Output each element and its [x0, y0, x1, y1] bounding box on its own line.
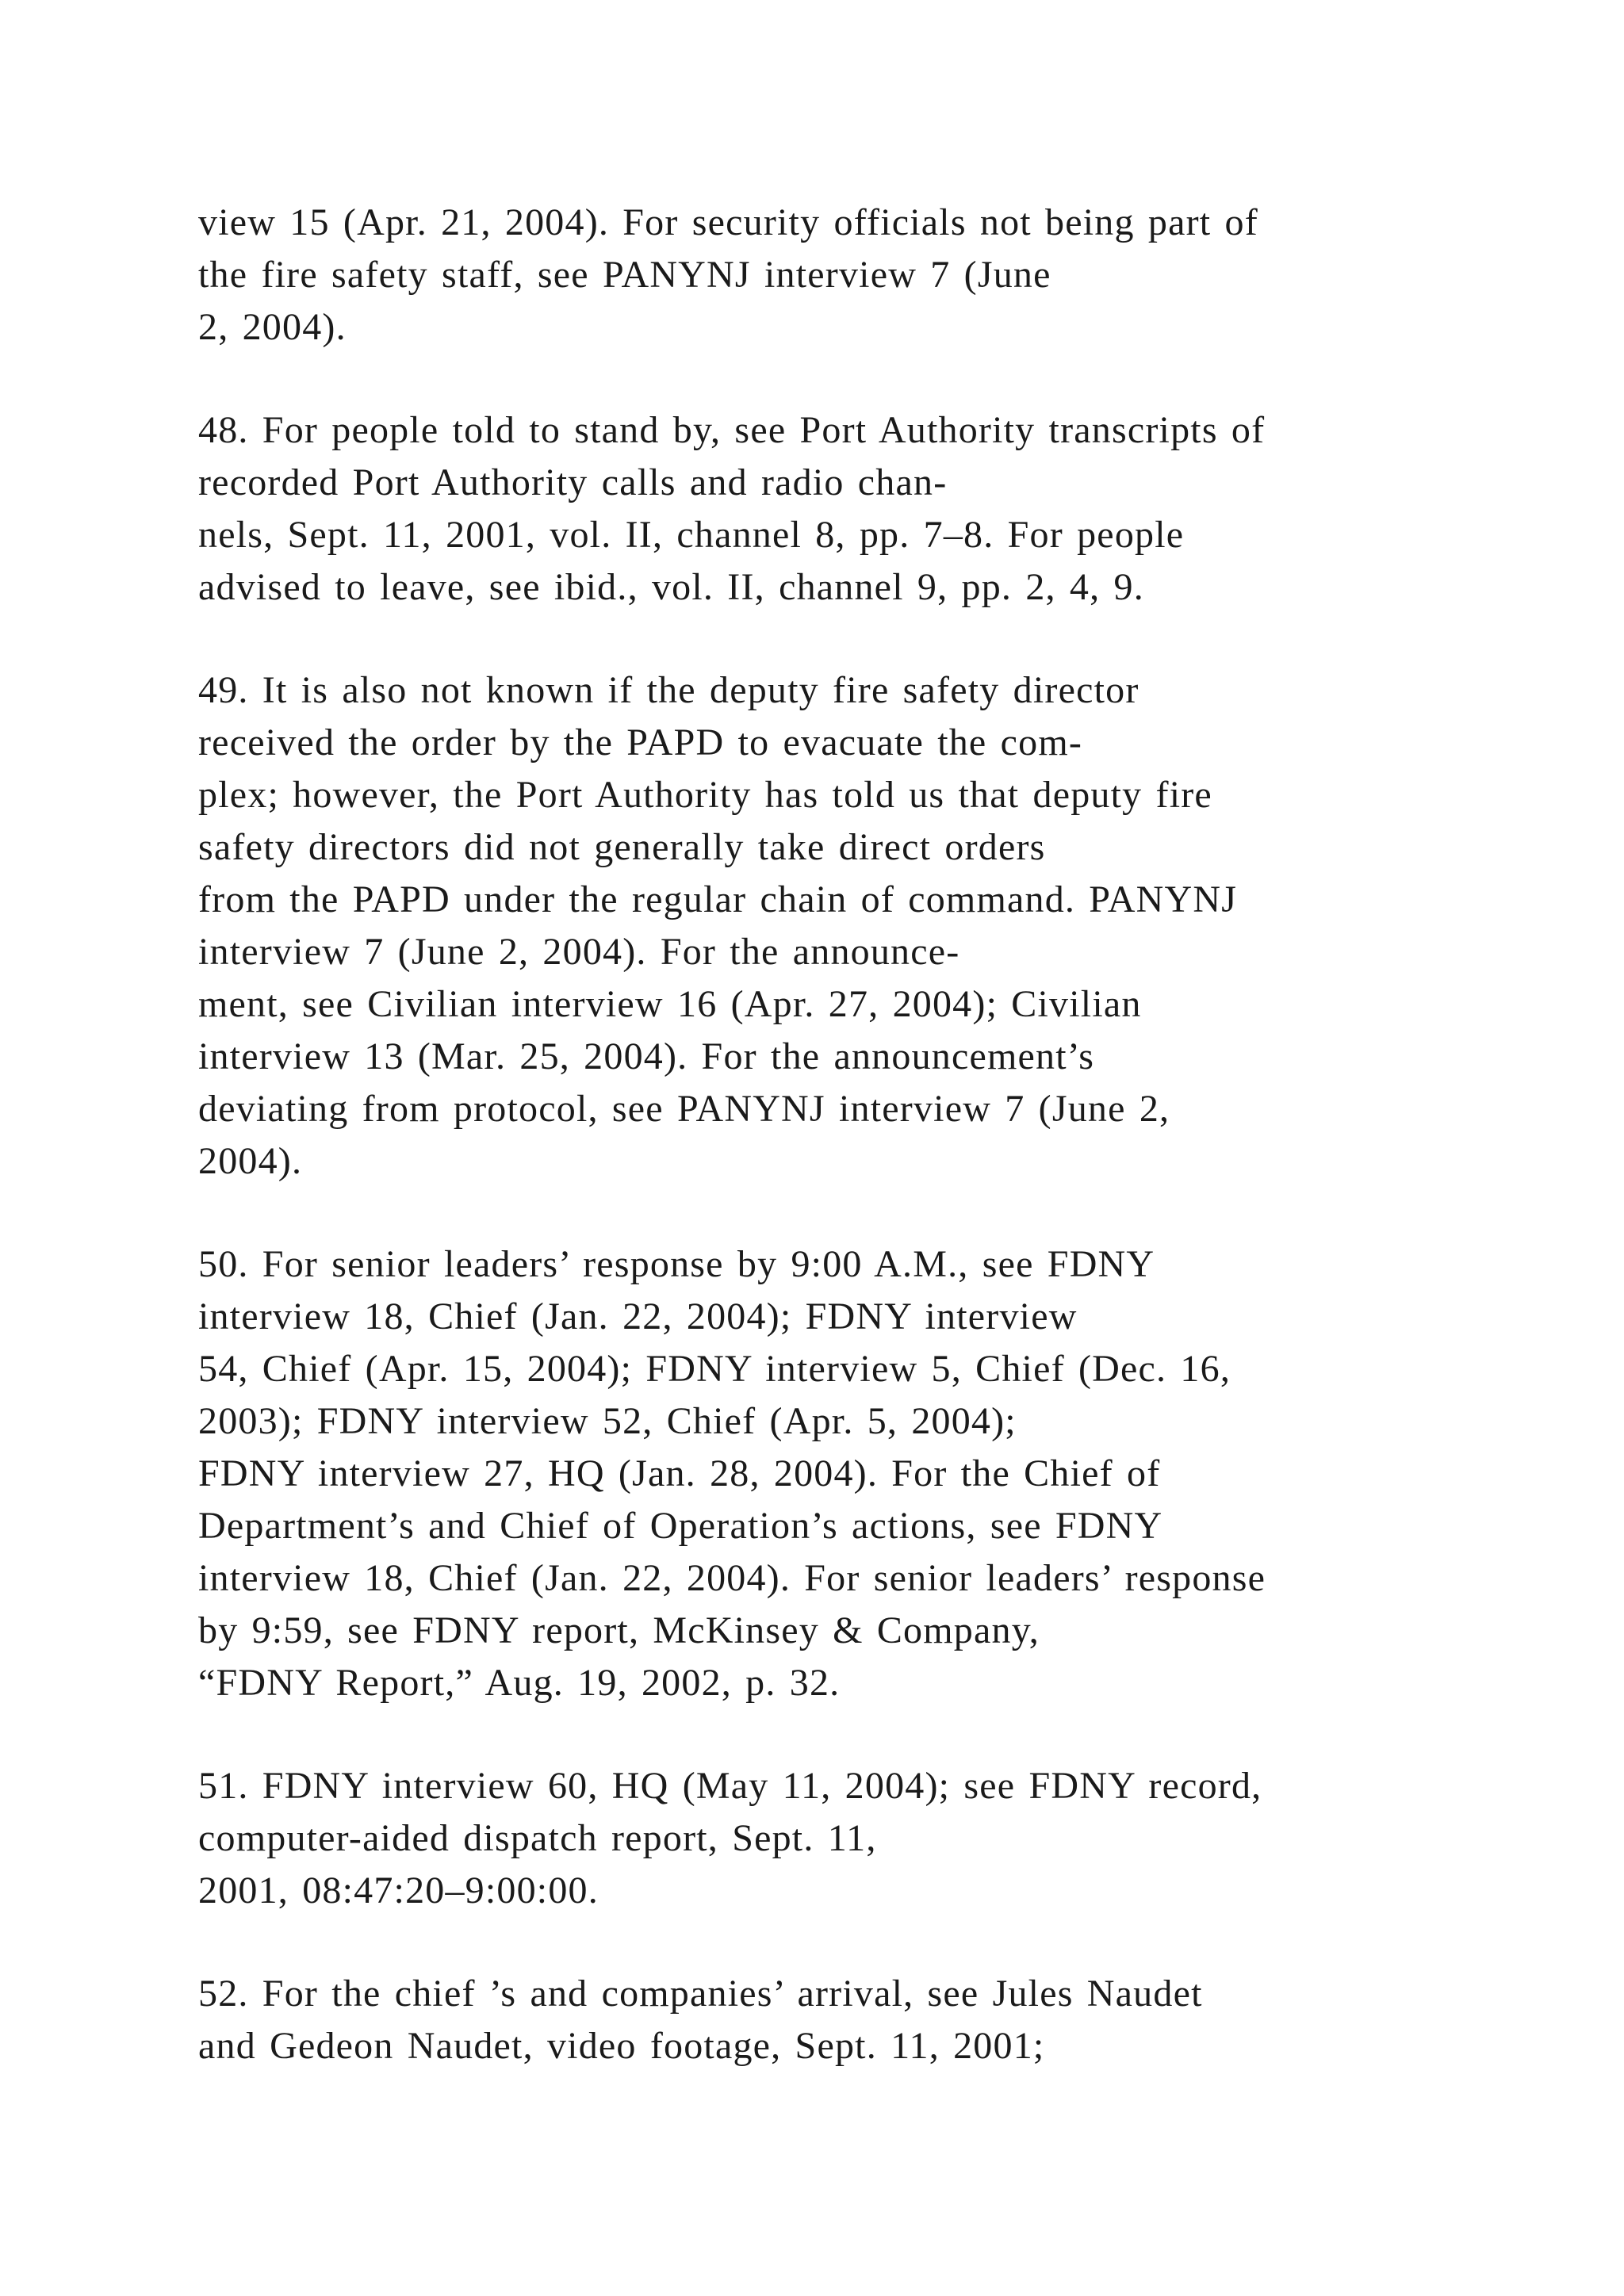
text-line: interview 18, Chief (Jan. 22, 2004). For senior leaders’ response	[198, 1557, 1266, 1599]
text-line: 52. For the chief ’s and companies’ arrival, see Jules Naudet	[198, 1973, 1203, 2015]
text-line: advised to leave, see ibid., vol. II, channel 9, pp. 2, 4, 9.	[198, 566, 1144, 608]
text-line: FDNY interview 27, HQ (Jan. 28, 2004). For the Chief of	[198, 1452, 1161, 1494]
text-line: safety directors did not generally take direct orders	[198, 826, 1046, 868]
text-line: from the PAPD under the regular chain of command. PANYNJ	[198, 878, 1238, 920]
text-line: interview 7 (June 2, 2004). For the announce-	[198, 931, 960, 973]
text-line: Department’s and Chief of Operation’s actions, see FDNY	[198, 1505, 1163, 1547]
text-line: computer-aided dispatch report, Sept. 11,	[198, 1817, 877, 1859]
text-line: nels, Sept. 11, 2001, vol. II, channel 8, pp. 7–8. For people	[198, 514, 1185, 556]
text-line: 48. For people told to stand by, see Port Authority transcripts of	[198, 409, 1266, 451]
text-line: interview 13 (Mar. 25, 2004). For the announcement’s	[198, 1035, 1095, 1077]
text-line: 49. It is also not known if the deputy fire safety director	[198, 669, 1139, 711]
text-line: 2003); FDNY interview 52, Chief (Apr. 5, 2004);	[198, 1400, 1017, 1442]
text-line: interview 18, Chief (Jan. 22, 2004); FDNY interview	[198, 1295, 1078, 1337]
text-line: and Gedeon Naudet, video footage, Sept. 11, 2001;	[198, 2025, 1045, 2067]
text-line: 2004).	[198, 1140, 303, 1182]
text-line: 50. For senior leaders’ response by 9:00 A.M., see FDNY	[198, 1243, 1155, 1285]
text-line: plex; however, the Port Authority has told us that deputy fire	[198, 774, 1212, 816]
text-line: “FDNY Report,” Aug. 19, 2002, p. 32.	[198, 1662, 841, 1704]
text-line: 2, 2004).	[198, 306, 347, 348]
text-line: received the order by the PAPD to evacuate the com-	[198, 721, 1083, 763]
text-line: recorded Port Authority calls and radio chan-	[198, 461, 948, 503]
text-line: the fire safety staff, see PANYNJ interview 7 (June	[198, 254, 1051, 296]
text-line: ment, see Civilian interview 16 (Apr. 27, 2004); Civilian	[198, 983, 1142, 1025]
text-line: 54, Chief (Apr. 15, 2004); FDNY interview 5, Chief (Dec. 16,	[198, 1348, 1231, 1390]
text-line: 2001, 08:47:20–9:00:00.	[198, 1869, 599, 1911]
text-line: 51. FDNY interview 60, HQ (May 11, 2004); see FDNY record,	[198, 1765, 1262, 1807]
text-line: view 15 (Apr. 21, 2004). For security officials not being part of	[198, 201, 1258, 243]
text-line: by 9:59, see FDNY report, McKinsey & Company,	[198, 1609, 1040, 1651]
text-line: deviating from protocol, see PANYNJ interview 7 (June 2,	[198, 1088, 1170, 1130]
